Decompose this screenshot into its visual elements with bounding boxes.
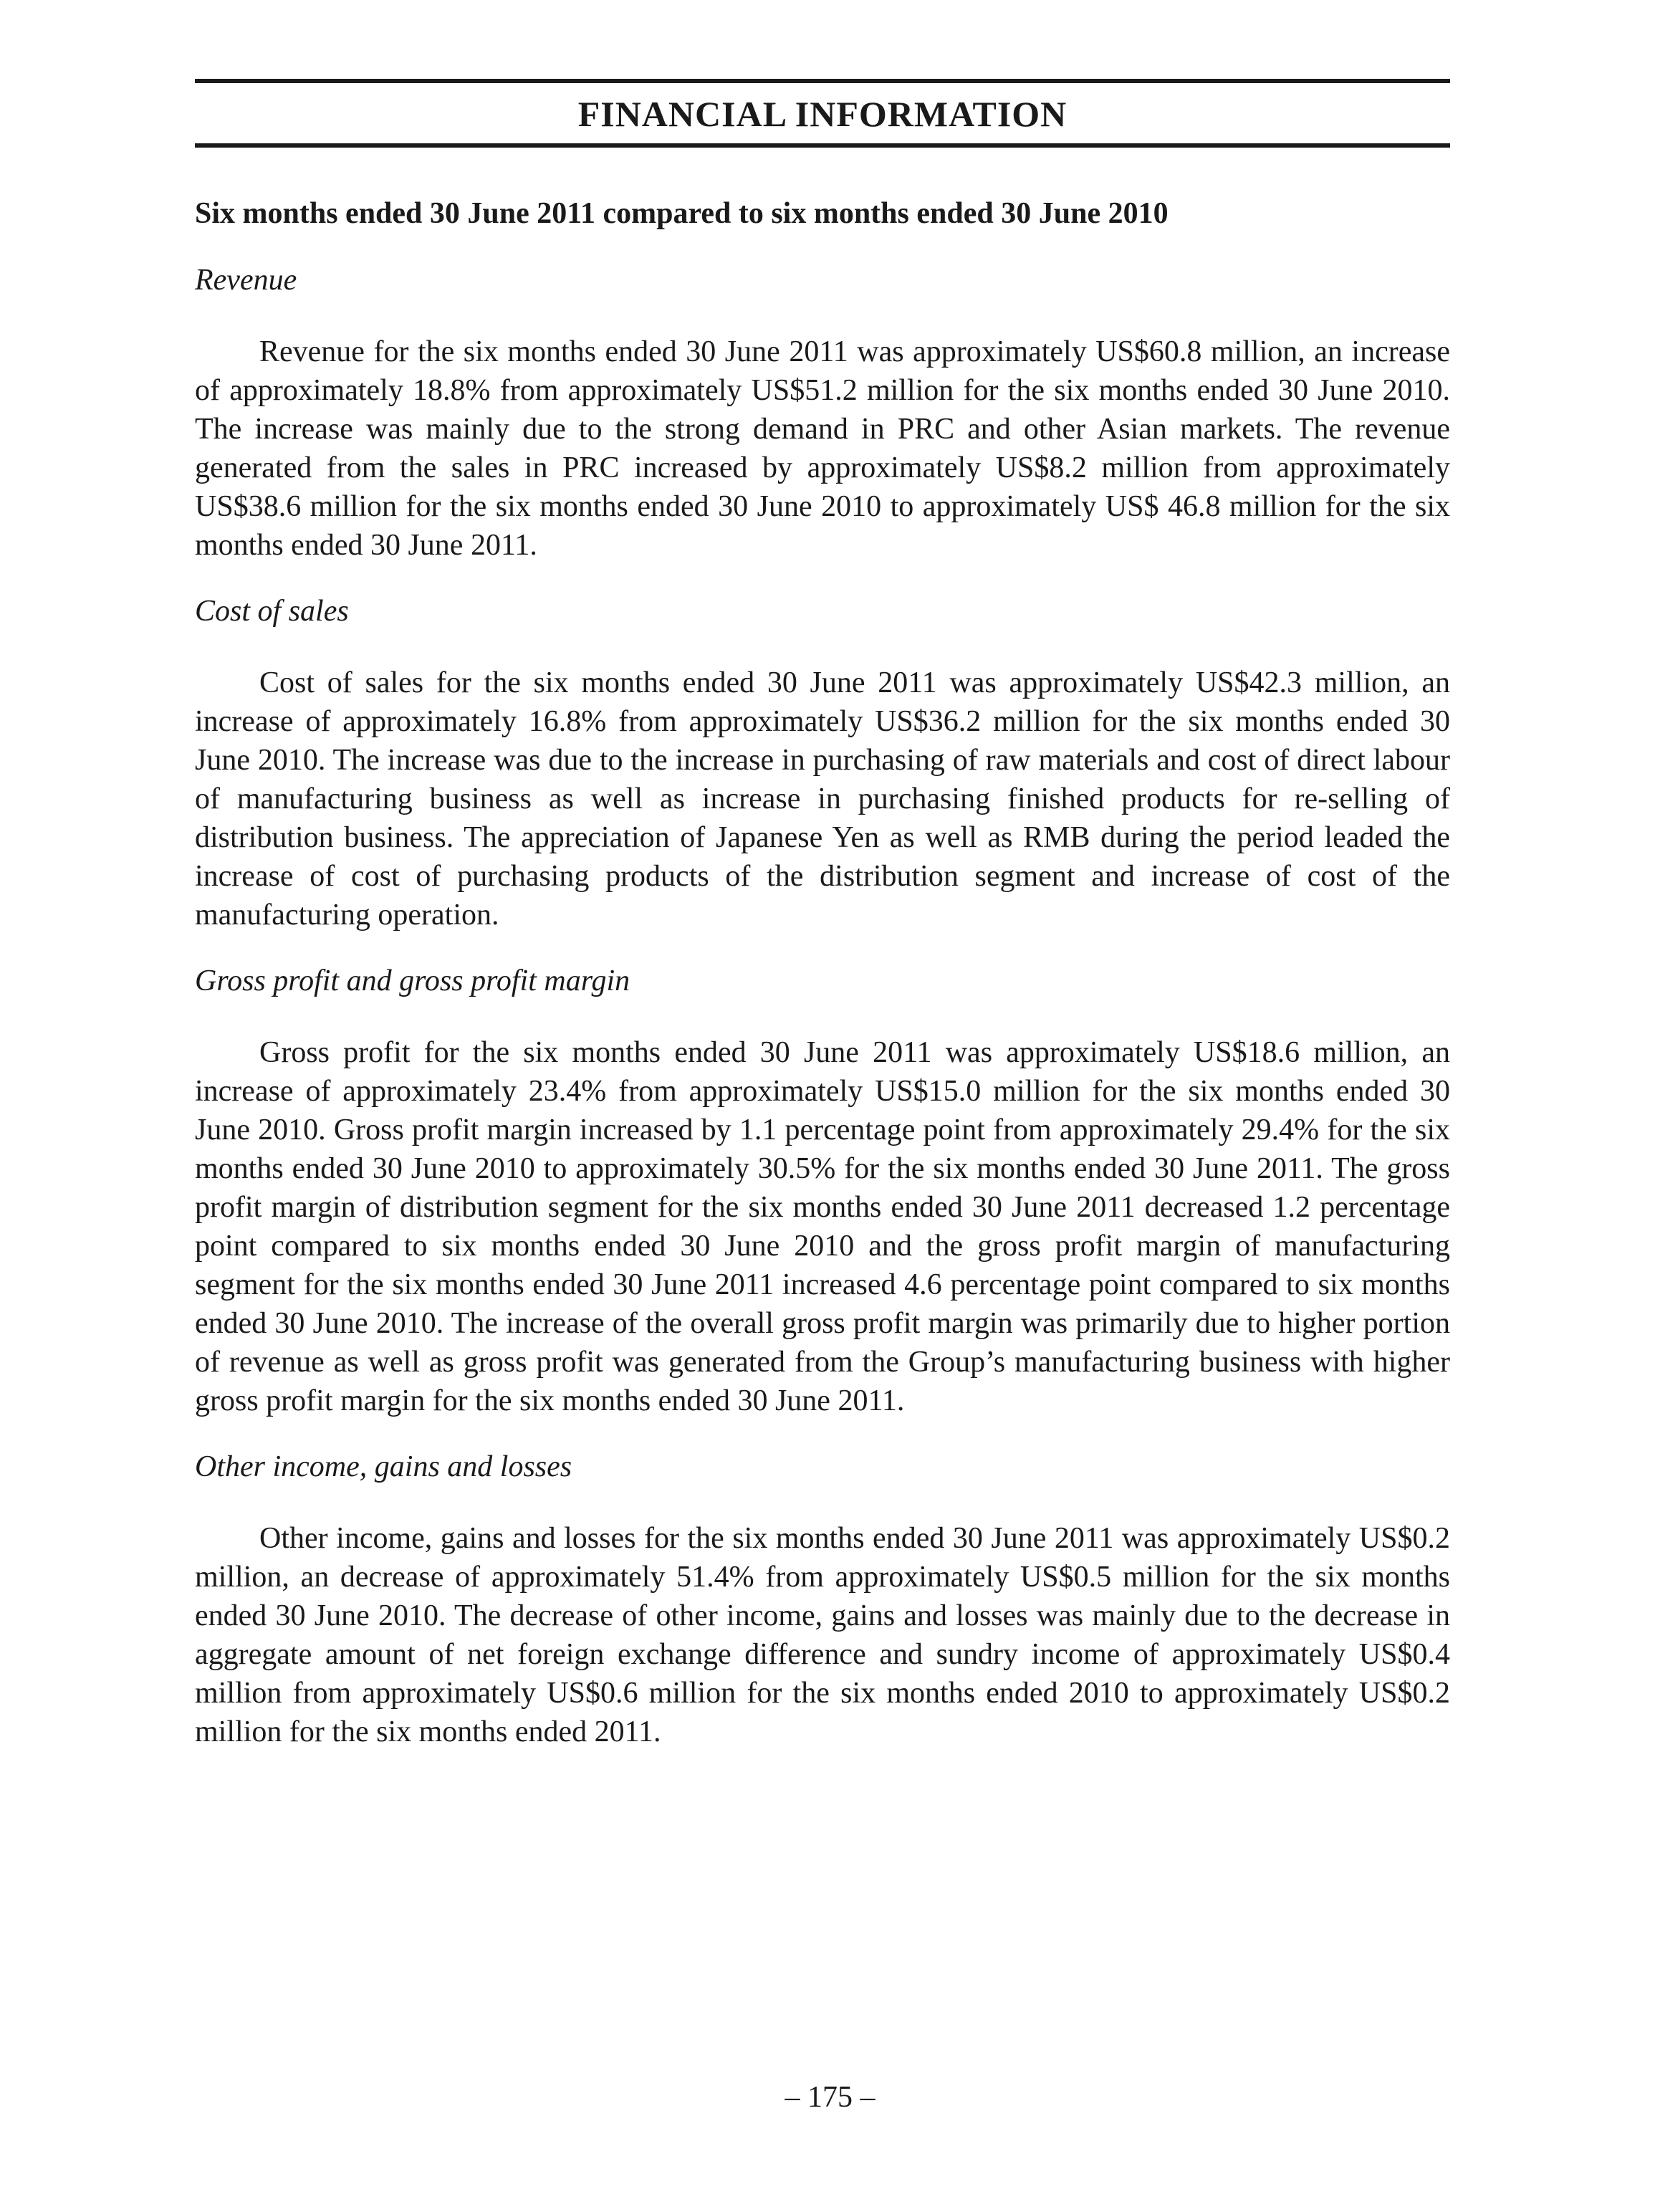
subheading-gross-profit: Gross profit and gross profit margin <box>195 964 630 997</box>
subheading-cost-of-sales: Cost of sales <box>195 595 349 628</box>
page-body <box>195 79 1450 1751</box>
paragraph-gross-profit: Gross profit for the six months ended 30 June 2011 was approximately US$18.6 million, an increase of approximately 23.4% from approximately US$15.0 million for the six months ended 30 June 2010. Gross profit margin increased by 1.1 percentage point from approximately 29.4% for the six months ended 30 June 2010 to approximately 30.5% for the six months ended 30 June 2011. The gross profit margin of distribution segment for the six months ended 30 June 2011 decreased 1.2 percentage point compared to six months ended 30 June 2010 and the gross profit margin of manufacturing segment for the six months ended 30 June 2011 increased 4.6 percentage point compared to six months ended 30 June 2010. The increase of the overall gross profit margin was primarily due to higher portion of revenue as well as gross profit was generated from the Group’s manufacturing business with higher gross profit margin for the six months ended 30 June 2011. <box>195 1036 1450 1417</box>
other-income-block <box>195 1447 1450 1751</box>
paragraph-revenue: Revenue for the six months ended 30 June 2011 was approximately US$60.8 million, an increase of approximately 18.8% from approximately US$51.2 million for the six months ended 30 June 2010. The increase was mainly due to the strong demand in PRC and other Asian markets. The revenue generated from the sales in PRC increased by approximately US$8.2 million from approximately US$38.6 million for the six months ended 30 June 2010 to approximately US$ 46.8 million for the six months ended 30 June 2011. <box>195 335 1450 562</box>
revenue-block <box>195 261 1450 565</box>
cost-of-sales-block <box>195 592 1450 934</box>
gross-profit-block <box>195 962 1450 1420</box>
paragraph-cost-of-sales: Cost of sales for the six months ended 30 June 2011 was approximately US$42.3 million, an increase of approximately 16.8% from approximately US$36.2 million for the six months ended 30 June 2010. The increase was due to the increase in purchasing of raw materials and cost of direct labour of manufacturing business as well as increase in purchasing finished products for re-selling of distribution business. The appreciation of Japanese Yen as well as RMB during the period leaded the increase of cost of purchasing products of the distribution segment and increase of cost of the manufacturing operation. <box>195 666 1450 932</box>
subheading-other-income: Other income, gains and losses <box>195 1450 572 1483</box>
header-bottom-rule <box>195 143 1450 148</box>
section-heading: Six months ended 30 June 2011 compared to six months ended 30 June 2010 <box>195 197 1169 230</box>
page-header-title: FINANCIAL INFORMATION <box>577 94 1068 134</box>
page-number: – 175 – <box>785 2081 875 2114</box>
subheading-revenue: Revenue <box>195 264 297 297</box>
paragraph-other-income: Other income, gains and losses for the six months ended 30 June 2011 was approximately US$0.2 million, an decrease of approximately 51.4% from approximately US$0.5 million for the six months ended 30 June 2010. The decrease of other income, gains and losses was mainly due to the decrease in aggregate amount of net foreign exchange difference and sundry income of approximately US$0.4 million from approximately US$0.6 million for the six months ended 2010 to approximately US$0.2 million for the six months ended 2011. <box>195 1522 1450 1748</box>
